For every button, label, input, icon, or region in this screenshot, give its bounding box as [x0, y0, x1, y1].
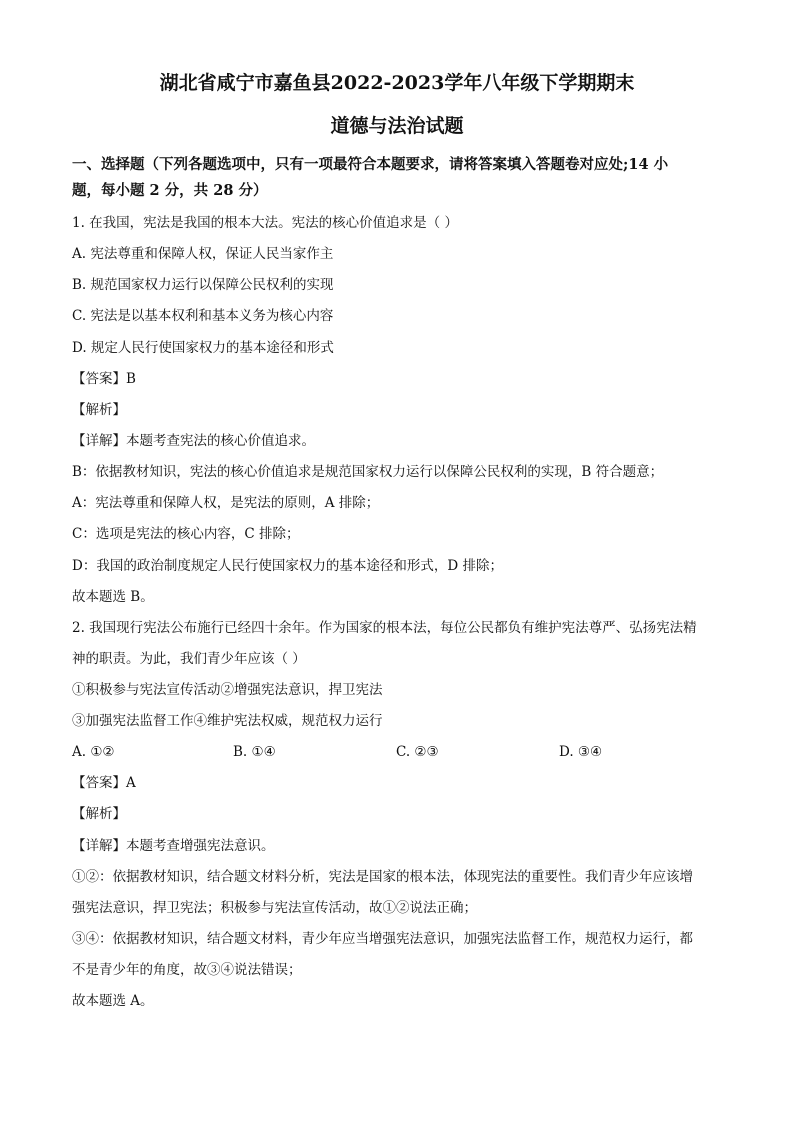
section-heading-line: 一、选择题（下列各题选项中，只有一项最符合本题要求，请将答案填入答题卷对应处;14 小: [72, 156, 669, 173]
question-1-analysis-label: 【解析】: [72, 402, 126, 418]
document-subtitle: 道德与法治试题: [330, 115, 464, 137]
question-1-detail-line: B：依据教材知识，宪法的核心价值追求是规范国家权力运行以保障公民权利的实现，B 符合题意；: [72, 464, 664, 480]
question-2-answer: 【答案】A: [72, 775, 136, 791]
question-2-option-a: A. ①②: [72, 744, 115, 760]
question-1-detail-line: 【详解】本题考查宪法的核心价值追求。: [72, 433, 315, 449]
question-1-detail-line: A：宪法尊重和保障人权，是宪法的原则，A 排除；: [72, 495, 380, 511]
question-2-analysis-label: 【解析】: [72, 806, 126, 822]
question-2-detail-line: 故本题选 A。: [72, 993, 154, 1009]
question-1-option-c: C. 宪法是以基本权利和基本义务为核心内容: [72, 308, 334, 324]
document-title: 湖北省咸宁市嘉鱼县2022-2023学年八年级下学期期末: [159, 72, 635, 94]
question-2-option-b: B. ①④: [233, 744, 276, 760]
question-1-detail-line: D：我国的政治制度规定人民行使国家权力的基本途径和形式，D 排除；: [72, 558, 503, 574]
question-1-option-d: D. 规定人民行使国家权力的基本途径和形式: [72, 340, 334, 356]
question-2-detail-line: ③④：依据教材知识，结合题文材料，青少年应当增强宪法意识，加强宪法监督工作，规范权力运行，都: [72, 931, 693, 947]
section-heading: [72, 152, 724, 204]
question-2-detail-line: 强宪法意识，捍卫宪法；积极参与宪法宣传活动，故①②说法正确；: [72, 900, 477, 916]
question-1-option-a: A. 宪法尊重和保障人权，保证人民当家作主: [72, 246, 334, 262]
question-1-answer: 【答案】B: [72, 371, 136, 387]
question-2-option-c: C. ②③: [396, 744, 439, 760]
question-2-detail-line: ①②：依据教材知识，结合题文材料分析，宪法是国家的根本法，体现宪法的重要性。我们青少年应该增: [72, 869, 693, 885]
question-1-detail-line: 故本题选 B。: [72, 589, 154, 605]
question-1-detail-line: C：选项是宪法的核心内容，C 排除；: [72, 526, 300, 542]
question-2-statement: ③加强宪法监督工作④维护宪法权威，规范权力运行: [72, 713, 383, 729]
question-2-statement: ①积极参与宪法宣传活动②增强宪法意识，捍卫宪法: [72, 682, 383, 698]
question-2-detail-line: 不是青少年的角度，故③④说法错误；: [72, 962, 302, 978]
question-1-option-b: B. 规范国家权力运行以保障公民权利的实现: [72, 277, 334, 293]
question-2-options: [72, 742, 724, 762]
question-2-option-d: D. ③④: [559, 744, 603, 760]
question-1-stem: 1. 在我国，宪法是我国的根本大法。宪法的核心价值追求是（ ）: [72, 215, 458, 231]
section-heading-line: 题，每小题 2 分，共 28 分）: [72, 182, 268, 199]
question-2-detail-line: 【详解】本题考查增强宪法意识。: [72, 838, 275, 854]
question-2-stem: 神的职责。为此，我们青少年应该（ ）: [72, 651, 306, 667]
question-2-stem: 2. 我国现行宪法公布施行已经四十余年。作为国家的根本法，每位公民都负有维护宪法尊严、弘扬宪法精: [72, 620, 697, 636]
